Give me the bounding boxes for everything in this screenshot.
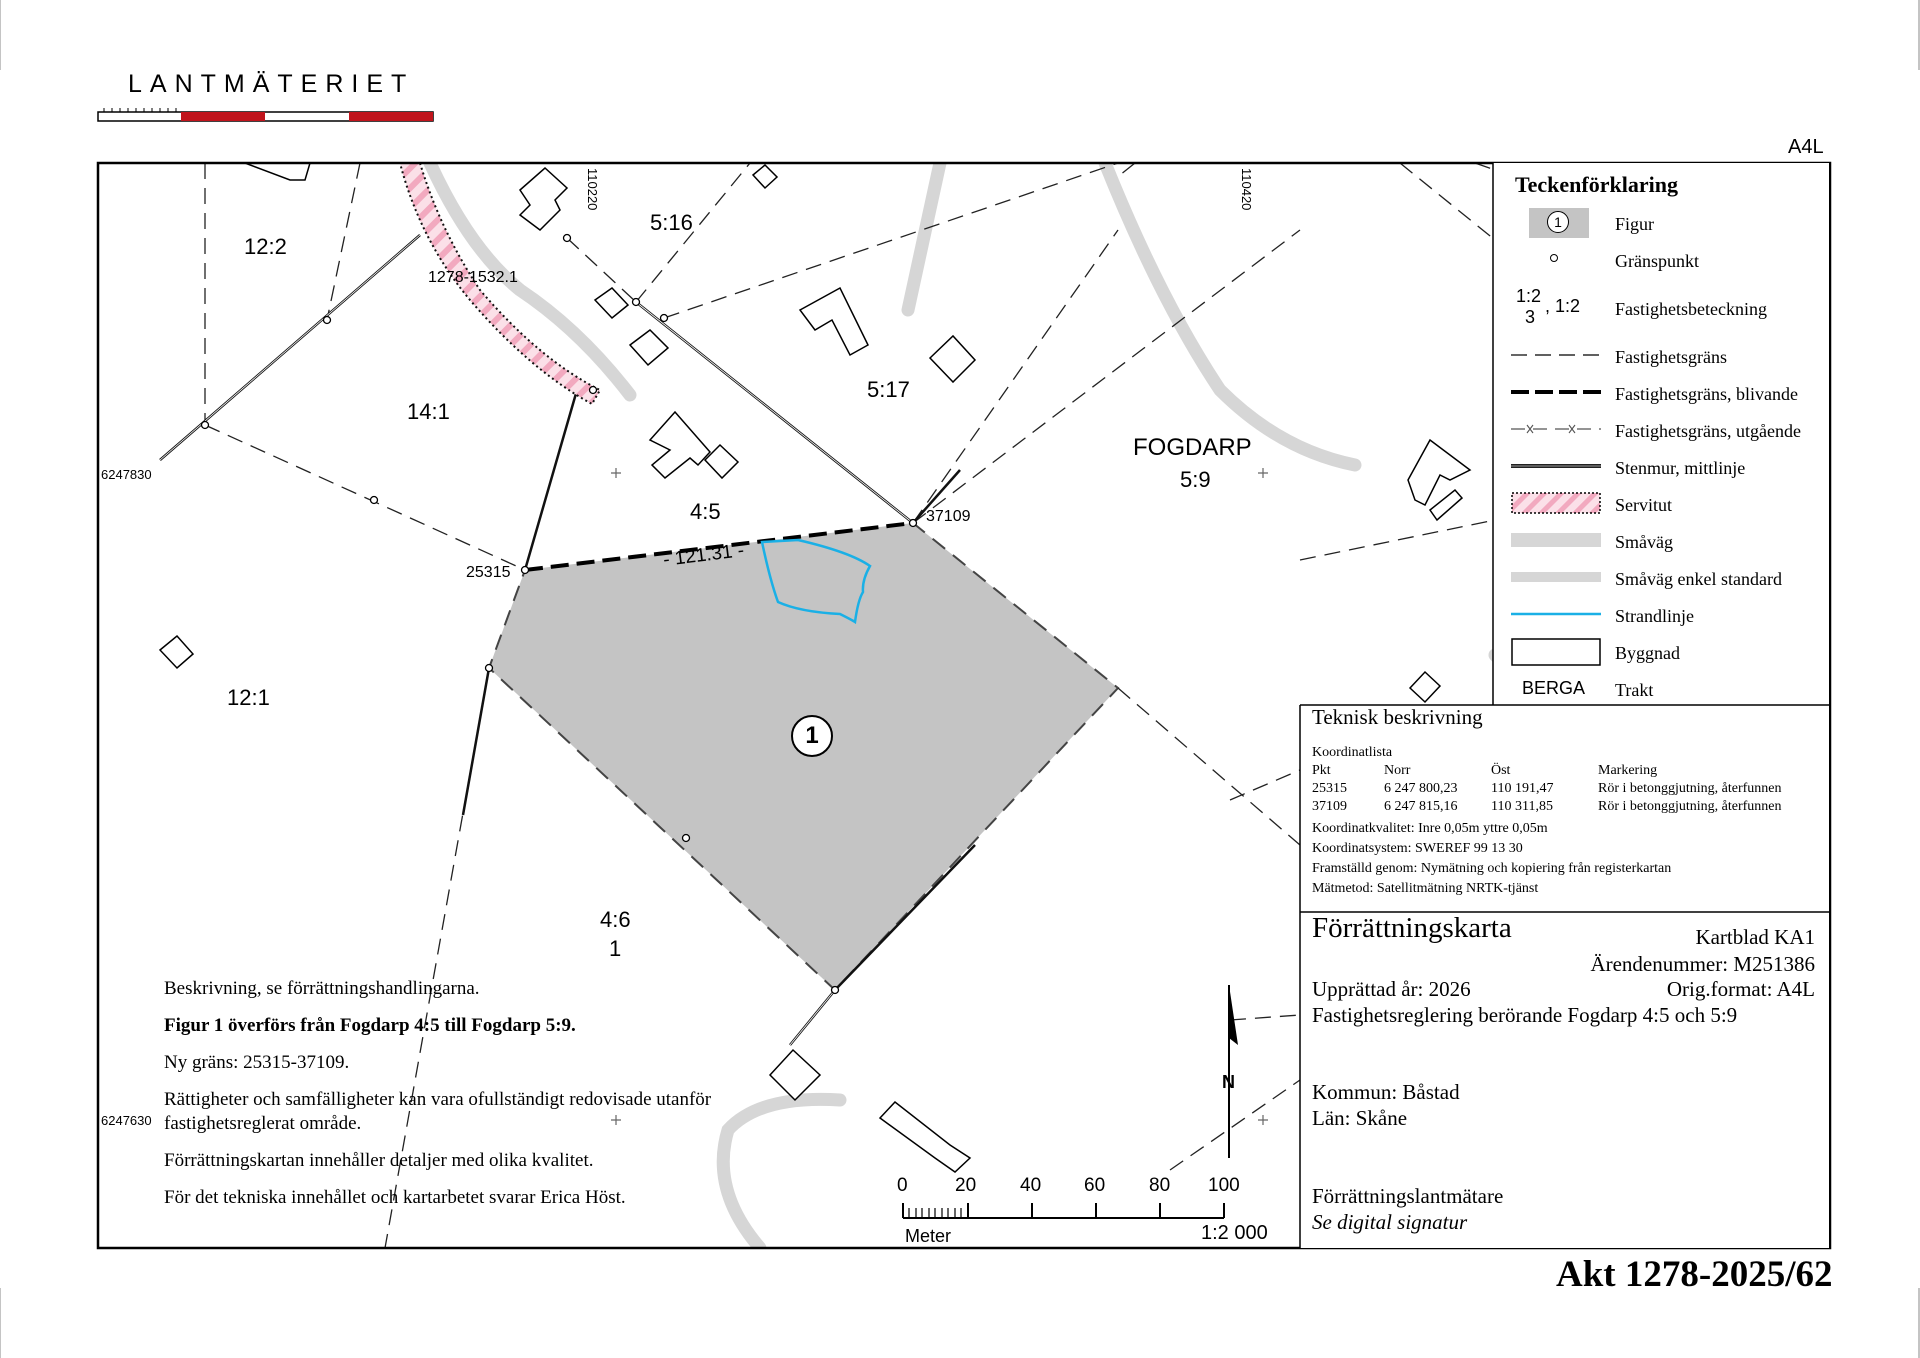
- minor-road-icon: [1511, 563, 1601, 593]
- building: [1408, 440, 1470, 505]
- north-label: N: [1222, 1072, 1235, 1092]
- coord-cell: Rör i betonggjutning, återfunnen: [1598, 799, 1782, 814]
- building: [1410, 672, 1440, 702]
- map-title: Förrättningskarta: [1312, 912, 1512, 944]
- map-notes: [164, 977, 724, 1223]
- sheet-format-label: A4L: [1788, 136, 1824, 158]
- note-line: Rättigheter och samfälligheter kan vara ofullständigt redovisade utanför fastighetsreglerat område.: [164, 1089, 712, 1134]
- legend-item-servitut: [1493, 489, 1829, 519]
- legend-label: Fastighetsgräns: [1615, 347, 1727, 367]
- building: [705, 445, 738, 478]
- note-line: Ny gräns: 25315-37109.: [164, 1052, 350, 1073]
- note-line: För det tekniska innehållet och kartarbetet svarar Erica Höst.: [164, 1187, 626, 1208]
- legend-item-stenmur: [1493, 452, 1829, 482]
- kommun: Kommun: Båstad: [1312, 1080, 1460, 1104]
- coord-col-header: Norr: [1384, 763, 1411, 778]
- coord-cell: 110 311,85: [1491, 799, 1553, 814]
- point-label: 37109: [926, 508, 971, 525]
- easement-hatch-icon: [1511, 489, 1601, 519]
- scale-tick-label: 40: [1020, 1175, 1042, 1196]
- kartblad: Kartblad KA1: [1695, 925, 1815, 949]
- legend-title: Teckenförklaring: [1515, 172, 1678, 197]
- stone-wall-icon: [1511, 452, 1601, 482]
- legend-item-utgaende: [1493, 415, 1829, 445]
- parcel-label: 4:6: [600, 907, 631, 932]
- upprattad-ar: Upprättad år: 2026: [1312, 977, 1471, 1001]
- coord-cell: 6 247 800,23: [1384, 781, 1458, 796]
- legend-label: Småväg enkel standard: [1615, 569, 1782, 589]
- orig-format: Orig.format: A4L: [1666, 977, 1815, 1001]
- property-code-icon: [1511, 286, 1601, 327]
- tech-line: Koordinatkvalitet: Inre 0,05m yttre 0,05m: [1312, 821, 1548, 836]
- legend-item-fastighetsgrans: [1493, 341, 1829, 371]
- building: [753, 165, 777, 188]
- building: [1430, 490, 1462, 520]
- point: [564, 235, 571, 242]
- heavy-dashed-line-icon: [1511, 378, 1601, 408]
- scale-tick-label: 80: [1149, 1175, 1171, 1196]
- note-line: Beskrivning, se förrättningshandlingarna.: [164, 978, 480, 999]
- coord-col-header: Markering: [1598, 763, 1658, 778]
- point-37109: [910, 520, 917, 527]
- legend-label: Småväg: [1615, 532, 1673, 552]
- building: [160, 636, 193, 668]
- easement-label: 1278-1532.1: [428, 269, 518, 286]
- scale-tick-label: 100: [1208, 1175, 1240, 1196]
- code-top: 1:2: [1516, 286, 1542, 306]
- point-25315: [522, 567, 529, 574]
- legend-item-strandlinje: [1493, 600, 1829, 630]
- parcel-label: 4:5: [690, 499, 721, 524]
- legend-label: Gränspunkt: [1615, 251, 1699, 271]
- coord-col-header: Öst: [1491, 763, 1511, 778]
- building: [770, 1050, 820, 1100]
- figure-1-marker[interactable]: [791, 715, 833, 757]
- legend-panel: [1493, 163, 1829, 705]
- grid-label-north: 6247630: [101, 1113, 152, 1128]
- legend-label: Strandlinje: [1615, 606, 1694, 626]
- surveyor-title: Förrättningslantmätare: [1312, 1184, 1504, 1208]
- code-single: , 1:2: [1545, 296, 1581, 316]
- code-bottom: 3: [1525, 307, 1536, 327]
- parcel-sublabel: 1: [609, 936, 622, 961]
- legend-item-byggnad: [1493, 637, 1829, 667]
- shoreline-icon: [1511, 600, 1601, 630]
- legend-label: Trakt: [1615, 680, 1654, 700]
- building-icon: [1511, 637, 1601, 667]
- legend-item-smavag-enkel: [1493, 563, 1829, 593]
- legend-item-smavag: [1493, 526, 1829, 556]
- figure-number-sample: 1: [1547, 211, 1569, 233]
- coord-col-header: Pkt: [1312, 763, 1331, 778]
- crossed-dashed-line-icon: [1511, 415, 1601, 445]
- point-label: 25315: [466, 564, 511, 581]
- legend-item-fastighetsbeteckning: [1493, 286, 1829, 332]
- point: [202, 422, 209, 429]
- arendenummer: Ärendenummer: M251386: [1590, 952, 1815, 976]
- note-line: Förrättningskartan innehåller detaljer med olika kvalitet.: [164, 1150, 594, 1171]
- boundary-length-label: - 121.31 -: [662, 540, 746, 571]
- tract-label: FOGDARP: [1133, 434, 1252, 461]
- point: [633, 299, 640, 306]
- parcel-label: 12:2: [244, 234, 287, 259]
- coord-cell: 25315: [1312, 781, 1347, 796]
- boundary-point-icon: [1511, 245, 1601, 275]
- title-block: [1300, 912, 1829, 1248]
- tract-sample: BERGA: [1522, 678, 1586, 698]
- lan: Län: Skåne: [1312, 1106, 1408, 1130]
- legend-item-trakt: [1493, 674, 1829, 704]
- akt-number: Akt 1278-2025/62: [1556, 1254, 1833, 1295]
- tech-line: Framställd genom: Nymätning och kopiering från registerkartan: [1312, 861, 1672, 876]
- legend-label: Fastighetsgräns, blivande: [1615, 384, 1798, 404]
- parcel-label: 5:16: [650, 210, 693, 235]
- grid-label-east: 110220: [585, 168, 600, 211]
- parcel-label: 5:9: [1180, 467, 1211, 492]
- grid-label-east: 110420: [1239, 168, 1254, 211]
- parcel-label: 14:1: [407, 399, 450, 424]
- building: [650, 412, 710, 478]
- dashed-line-icon: [1511, 341, 1601, 371]
- coord-list-title: Koordinatlista: [1312, 745, 1393, 760]
- tech-title: Teknisk beskrivning: [1312, 705, 1483, 729]
- scale-tick-label: 0: [897, 1175, 908, 1196]
- parcel-label: 5:17: [867, 377, 910, 402]
- road-icon: [1511, 526, 1601, 556]
- legend-label: Stenmur, mittlinje: [1615, 458, 1746, 478]
- legend-item-granspunkt: [1493, 245, 1829, 275]
- legend-label: Fastighetsbeteckning: [1615, 299, 1767, 319]
- note-line: Figur 1 överförs från Fogdarp 4:5 till Fogdarp 5:9.: [164, 1015, 576, 1036]
- road-east: [1105, 163, 1355, 465]
- building: [800, 288, 868, 355]
- scale-tick-label: 60: [1084, 1175, 1106, 1196]
- scale-unit: Meter: [905, 1226, 952, 1246]
- building: [520, 168, 567, 230]
- legend-label: Byggnad: [1615, 643, 1680, 663]
- road-north-2: [908, 163, 940, 310]
- coord-cell: Rör i betonggjutning, återfunnen: [1598, 781, 1782, 796]
- point: [683, 835, 690, 842]
- tech-line: Mätmetod: Satellitmätning NRTK-tjänst: [1312, 881, 1539, 896]
- figure-number: 1: [805, 722, 819, 749]
- lantmateriet-logo: LANTMÄTERIET: [128, 70, 415, 98]
- coord-cell: 6 247 815,16: [1384, 799, 1458, 814]
- tech-line: Koordinatsystem: SWEREF 99 13 30: [1312, 841, 1523, 856]
- point: [324, 317, 331, 324]
- coord-cell: 110 191,47: [1491, 781, 1554, 796]
- figure-1-area[interactable]: [489, 523, 1118, 990]
- scale-ratio: 1:2 000: [1201, 1222, 1268, 1244]
- legend-item-figur: [1493, 208, 1829, 238]
- point: [486, 665, 493, 672]
- technical-description: [1300, 705, 1829, 912]
- figure-swatch-icon: [1529, 208, 1589, 238]
- signature: Se digital signatur: [1312, 1210, 1468, 1234]
- legend-item-blivande: [1493, 378, 1829, 408]
- road-south: [723, 1099, 840, 1248]
- point: [661, 315, 668, 322]
- building: [930, 336, 975, 382]
- subject: Fastighetsreglering berörande Fogdarp 4:5 och 5:9: [1312, 1003, 1738, 1027]
- legend-label: Fastighetsgräns, utgående: [1615, 421, 1801, 441]
- point: [590, 387, 597, 394]
- legend-label: Figur: [1615, 214, 1655, 234]
- coord-cell: 37109: [1312, 799, 1347, 814]
- scale-tick-label: 20: [955, 1175, 977, 1196]
- grid-label-north: 6247830: [101, 467, 152, 482]
- point: [371, 497, 378, 504]
- building: [245, 163, 310, 180]
- legend-label: Servitut: [1615, 495, 1672, 515]
- logo-bar: [98, 108, 433, 121]
- building: [880, 1102, 970, 1172]
- building: [630, 330, 668, 365]
- scale-bar: [903, 1203, 1224, 1218]
- point: [832, 987, 839, 994]
- building: [595, 288, 628, 318]
- parcel-label: 12:1: [227, 685, 270, 710]
